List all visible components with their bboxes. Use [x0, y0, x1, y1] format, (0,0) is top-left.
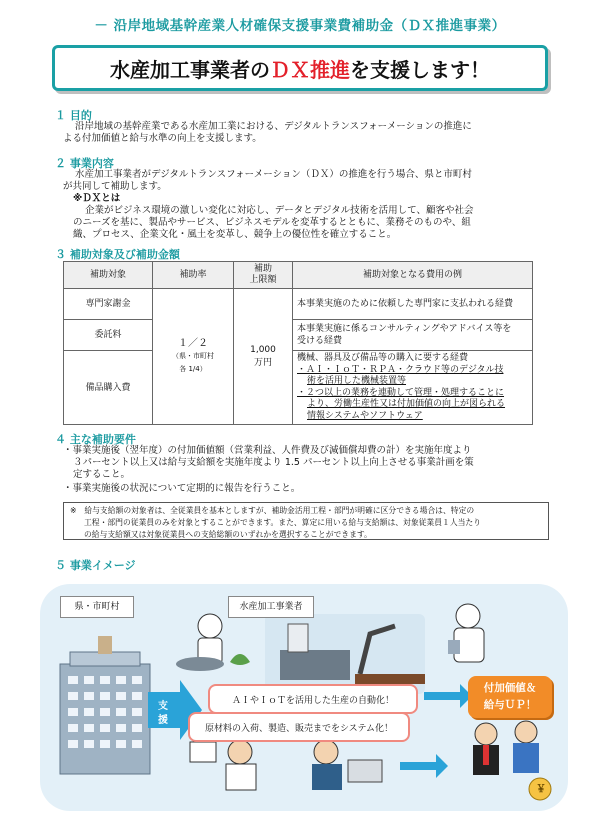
dx-definition-line-2: のニーズを基に、製品やサービス、ビジネスモデルを変革するとともに、業務そのものや、組 [73, 217, 471, 228]
section-4-line-4: ・事業実施後の状況について定期的に報告を行うこと。 [63, 483, 301, 494]
col-header-rate: 補助率 [153, 262, 234, 289]
support-label-2: 援 [158, 715, 168, 726]
row-3-example [293, 351, 533, 425]
col-header-limit-2: 上限額 [249, 275, 277, 285]
row-3-example-3c: 情報システムやソフトウェア [307, 410, 423, 421]
prefecture-municipality-label: 県・市町村 [60, 596, 134, 618]
col-header-examples: 補助対象となる費用の例 [293, 262, 533, 289]
title-part-dx: ＤＸ推進 [270, 57, 350, 82]
office-workers-icon [190, 740, 382, 790]
result-label-2: 給与ＵＰ！ [483, 699, 537, 711]
subsidy-table [63, 261, 533, 425]
dx-definition-line-3: 織、プロセス、企業文化・風土を変革し、競争上の優位性を確立すること。 [73, 229, 397, 240]
note-line-2: 工程・部門の従業員のみを対象とすることができます。また、算定に用いる給与支給額は、対象従業員１人当たり [84, 518, 482, 527]
section-5-heading: ５ 事業イメージ [55, 559, 136, 572]
section-3-heading: ３ 補助対象及び補助金額 [55, 248, 180, 261]
row-3-target: 備品購入費 [64, 351, 153, 425]
support-label-1: 支 [158, 701, 168, 712]
dx-definition-line-1: 企業がビジネス環境の激しい変化に対応し、データとデジタル技術を活用して、顧客や社会 [85, 205, 474, 216]
col-header-target: 補助対象 [64, 262, 153, 289]
section-4-line-2: ３パーセント以上又は給与支給額を実施年度より 1.5 パーセント以上向上させる事業計画を策 [73, 457, 474, 468]
section-4-line-1: ・事業実施後（翌年度）の付加価値額（営業利益、人件費及び減価償却費の計）を実施年度より [63, 445, 472, 456]
result-arrow-top-icon [424, 684, 472, 708]
fish-processor-label: 水産加工事業者 [228, 596, 314, 618]
result-label-1: 付加価値＆ [483, 682, 537, 694]
support-arrow-label [150, 700, 176, 728]
section-1-heading: １ 目的 [55, 109, 92, 122]
fish-worker-icon [176, 614, 250, 671]
row-2-example-1: 本事業実施に係るコンサルティングやアドバイス等を [297, 324, 512, 334]
col-header-limit-1: 補助 [253, 264, 272, 274]
row-1-example: 本事業実施のために依頼した専門家に支払われる経費 [293, 289, 533, 320]
row-2-example [293, 320, 533, 351]
rate-note-2: 各 1/4） [179, 365, 207, 373]
limit-unit: 万円 [253, 357, 272, 368]
section-4-line-3: 定すること。 [73, 469, 131, 480]
title-part-2: を支援します！ [350, 57, 490, 82]
row-2-example-2: 受ける経費 [297, 336, 343, 346]
table-row [64, 351, 533, 425]
col-header-limit [234, 262, 293, 289]
value-wage-up-badge [468, 676, 552, 718]
row-3-example-3a: ・２つ以上の業務を連動して管理・処理することに [297, 387, 505, 398]
business-image-illustration [40, 584, 568, 811]
note-line-1: ※ 給与支給額の対象者は、全従業員を基本としますが、補助金活用工程・部門が明確に区分できる場合は、特定の [70, 506, 475, 515]
office-building-icon [60, 636, 150, 774]
rate-note-1: （県・市町村 [172, 352, 214, 360]
row-3-example-2b: 術を活用した機械装置等 [307, 376, 407, 386]
title-part-1: 水産加工事業者の [110, 57, 270, 82]
supervisor-icon [448, 604, 484, 662]
section-2-line-1: 水産加工事業者がデジタルトランスフォーメーション（ＤＸ）の推進を行う場合、県と市町村 [75, 169, 472, 180]
section-2-line-2: が共同して補助します。 [63, 181, 167, 192]
systemization-bubble: 原材料の入荷、製造、販売までをシステム化！ [188, 712, 410, 742]
section-1-line-1: 沿岸地域の基幹産業である水産加工業における、デジタルトランスフォーメーションの推進に [75, 121, 472, 132]
table-row [64, 320, 533, 351]
row-2-target: 委託料 [64, 320, 153, 351]
section-2-heading: ２ 事業内容 [55, 157, 114, 170]
dx-definition-heading: ※ＤＸとは [73, 193, 121, 204]
row-1-target: 専門家謝金 [64, 289, 153, 320]
rate-value: １／２ [178, 338, 208, 349]
automation-bubble: ＡＩやＩｏＴを活用した生産の自動化！ [208, 684, 418, 714]
result-arrow-bottom-icon [400, 754, 448, 778]
document-subtitle: － 沿岸地域基幹産業人材確保支援事業費補助金（ＤＸ推進事業） [94, 18, 506, 34]
yen-coin-icon: ￥ [536, 784, 546, 795]
row-3-example-1: 機械、器具及び備品等の購入に要する経費 [297, 353, 469, 363]
note-line-3: の給与支給額又は対象従業員への支給総額のいずれかを選択することができます。 [84, 530, 372, 539]
row-3-example-2a: ・ＡＩ・ＩｏＴ・ＲＰＡ・クラウド等のデジタル技 [297, 364, 504, 375]
rate-cell [153, 289, 234, 425]
limit-cell [234, 289, 293, 425]
document-title [52, 45, 548, 91]
requirements-note [63, 502, 549, 540]
limit-value: 1,000 [250, 344, 276, 355]
section-4-heading: ４ 主な補助要件 [55, 433, 136, 446]
section-1-line-2: よる付加価値と給与水準の向上を支援します。 [63, 133, 262, 144]
table-row [64, 289, 533, 320]
row-3-example-3b: より、労働生産性又は付加価値の向上が図られる [307, 399, 506, 409]
